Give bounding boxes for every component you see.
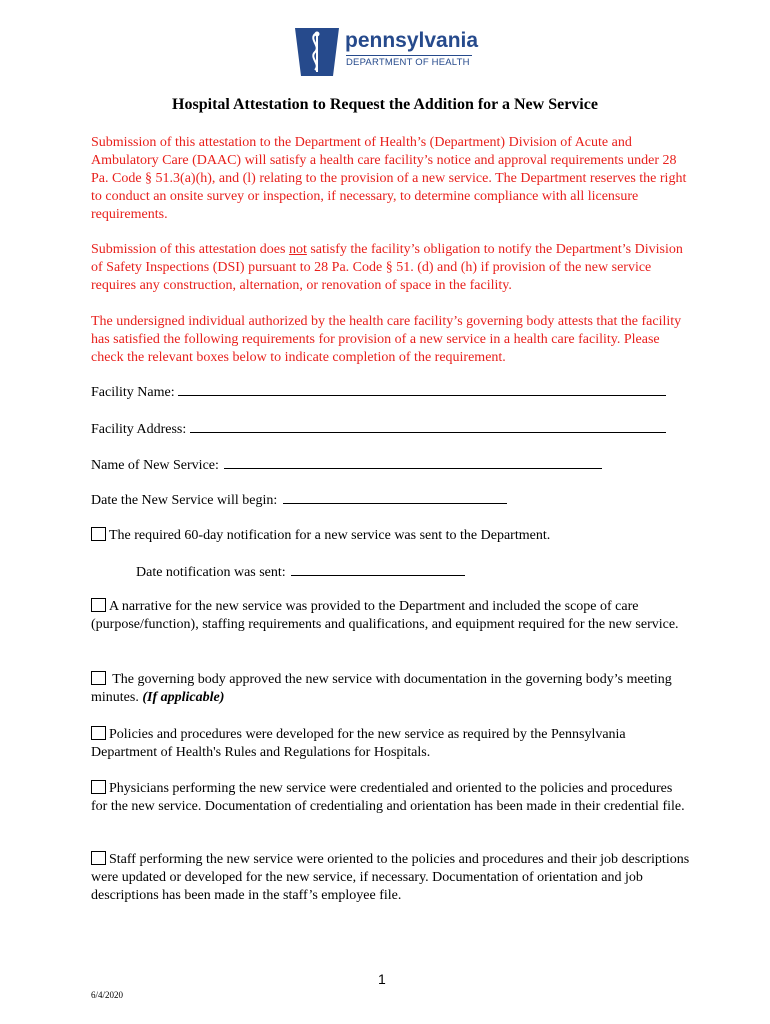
- checkbox-3[interactable]: [91, 671, 106, 685]
- facility-address-input[interactable]: [190, 420, 666, 433]
- new-service-name-input[interactable]: [224, 456, 602, 469]
- keystone-logo-icon: [293, 26, 341, 78]
- checklist-text-3: The governing body approved the new service with documentation in the governing body’s meeting minutes.: [91, 672, 672, 705]
- checklist-text-3-suffix: (If applicable): [142, 690, 225, 705]
- checklist-text-5: Physicians performing the new service were credentialed and oriented to the policies and procedures for the new service. Documentation of credentialing and orientation has been made in their credential file.: [91, 781, 685, 814]
- checklist-item-3: [91, 671, 691, 707]
- intro-p2-after: satisfy the facility’s obligation to notify the Department’s Division of Safety Inspections (DSI) pursuant to 28 Pa. Code § 51. (d) and (h) if provision of the new service requires any construction, alternation, or renovation of space in the facility.: [91, 242, 683, 293]
- checklist-item-4: [91, 726, 691, 762]
- intro-paragraph-3: The undersigned individual authorized by the health care facility’s governing body attests that the facility has satisfied the following requirements for provision of a new service in a health care facility. Please check the relevant boxes below to indicate completion of the requirement.: [91, 314, 682, 365]
- checkbox-5[interactable]: [91, 780, 106, 794]
- intro-paragraph-1: Submission of this attestation to the Department of Health’s (Department) Division of Acute and Ambulatory Care (DAAC) will satisfy a health care facility’s notice and approval requirements under 28 Pa. Code § 51.3(a)(h), and (l) relating to the provision of a new service. The Department reserves the right to conduct an onsite survey or inspection, if necessary, to determine compliance with all licensure requirements.: [91, 135, 687, 222]
- logo-name: pennsylvania: [345, 29, 479, 52]
- checklist-item-5: [91, 780, 691, 816]
- checkbox-4[interactable]: [91, 726, 106, 740]
- intro-paragraph-2: [91, 241, 691, 295]
- new-service-name-label: Name of New Service:: [91, 458, 219, 473]
- begin-date-row: [91, 491, 507, 509]
- checklist-item-6: [91, 851, 691, 905]
- logo-divider: [346, 55, 472, 56]
- pa-health-logo: [293, 26, 483, 78]
- facility-name-row: [91, 383, 666, 401]
- notification-date-label: Date notification was sent:: [136, 565, 286, 580]
- facility-name-input[interactable]: [178, 383, 666, 396]
- checkbox-2[interactable]: [91, 598, 106, 612]
- logo-department: DEPARTMENT OF HEALTH: [346, 57, 470, 68]
- new-service-name-row: [91, 456, 602, 474]
- intro-p2-not: not: [288, 242, 307, 257]
- checklist-item-1: [91, 527, 691, 545]
- intro-p2-before: Submission of this attestation does: [91, 242, 289, 257]
- checklist-text-1: The required 60-day notification for a new service was sent to the Department.: [109, 528, 551, 543]
- checklist-item-2: [91, 598, 691, 634]
- begin-date-label: Date the New Service will begin:: [91, 493, 278, 508]
- facility-name-label: Facility Name:: [91, 385, 175, 400]
- page-number: 1: [378, 971, 386, 987]
- document-title: Hospital Attestation to Request the Addition for a New Service: [172, 96, 598, 113]
- checklist-text-6: Staff performing the new service were oriented to the policies and procedures and their job descriptions were updated or developed for the new service, if necessary. Documentation of orientation and job descriptions has been made in the staff’s employee file.: [91, 852, 690, 903]
- begin-date-input[interactable]: [283, 491, 507, 504]
- facility-address-label: Facility Address:: [91, 422, 187, 437]
- checkbox-6[interactable]: [91, 851, 106, 865]
- checklist-text-2: A narrative for the new service was provided to the Department and included the scope of care (purpose/function), staffing requirements and qualifications, and equipment required for the new service.: [91, 599, 679, 632]
- facility-address-row: [91, 420, 666, 438]
- notification-date-input[interactable]: [291, 563, 465, 576]
- checkbox-1[interactable]: [91, 527, 106, 541]
- checklist-text-4: Policies and procedures were developed for the new service as required by the Pennsylvania Department of Health's Rules and Regulations for Hospitals.: [91, 727, 626, 760]
- notification-date-row: [136, 563, 465, 581]
- footer-date: 6/4/2020: [91, 990, 124, 1000]
